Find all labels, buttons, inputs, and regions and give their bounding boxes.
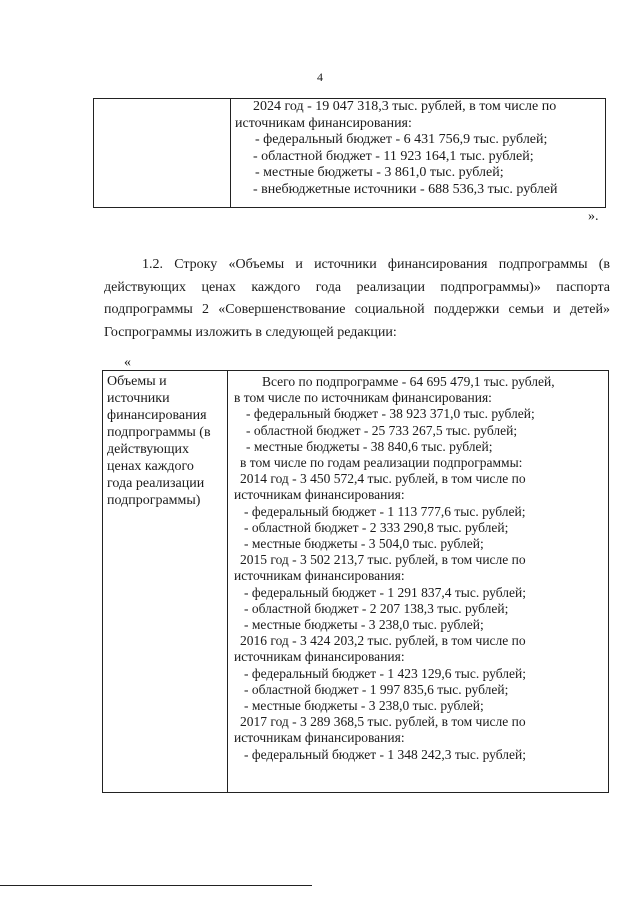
continuation-table-left-cell — [94, 99, 231, 208]
continuation-table-right-cell — [231, 99, 606, 208]
table-line: - областной бюджет - 25 733 267,5 тыс. рублей; — [246, 422, 518, 438]
funding-table-values-cell — [228, 371, 609, 793]
funding-table — [102, 370, 609, 793]
table-line: - федеральный бюджет - 1 423 129,6 тыс. рублей; — [244, 665, 526, 681]
table-line: источникам финансирования: — [234, 487, 405, 503]
table-line: - областной бюджет - 2 207 138,3 тыс. рублей; — [244, 600, 509, 616]
table-line: источникам финансирования: — [234, 568, 405, 584]
table-line: - местные бюджеты - 38 840,6 тыс. рублей; — [246, 438, 493, 454]
table-line: Всего по подпрограмме - 64 695 479,1 тыс. рублей, — [262, 374, 555, 389]
footnote-divider — [0, 885, 312, 886]
table-line: 2024 год - 19 047 318,3 тыс. рублей, в том числе по — [253, 99, 557, 114]
table-line: источникам финансирования: — [235, 115, 412, 131]
paragraph-line: 1.2. Строку «Объемы и источники финансирования подпрограммы (в — [142, 257, 610, 272]
paragraph-line: действующих ценах каждого года реализации подпрограммы)» паспорта — [104, 279, 610, 295]
table-line: - федеральный бюджет - 1 291 837,4 тыс. рублей; — [244, 584, 526, 600]
table-line: в том числе по источникам финансирования: — [234, 390, 492, 406]
table-line: 2014 год - 3 450 572,4 тыс. рублей, в том числе по — [240, 471, 526, 487]
table-line: - внебюджетные источники - 688 536,3 тыс. рублей — [253, 181, 558, 197]
continuation-table — [93, 98, 606, 208]
table-line: - федеральный бюджет - 1 348 242,3 тыс. рублей; — [244, 746, 526, 762]
funding-table-label-cell — [103, 371, 228, 793]
table-line: - федеральный бюджет - 38 923 371,0 тыс. рублей; — [246, 406, 535, 422]
opening-quote: « — [124, 355, 131, 370]
table-line: - областной бюджет - 11 923 164,1 тыс. рублей; — [253, 148, 534, 164]
table-line: 2017 год - 3 289 368,5 тыс. рублей, в том числе по — [240, 714, 526, 730]
funding-label: Объемы и источники финансирования подпрограммы (в действующих ценах каждого года реализации подпрограммы) — [107, 374, 211, 508]
table-line: - местные бюджеты - 3 861,0 тыс. рублей; — [255, 165, 504, 180]
table-line: 2015 год - 3 502 213,7 тыс. рублей, в том числе по — [240, 552, 526, 568]
paragraph-line: подпрограммы 2 «Совершенствование социальной поддержки семьи и детей» — [104, 302, 610, 317]
table-line: 2016 год - 3 424 203,2 тыс. рублей, в том числе по — [240, 633, 526, 649]
page-number: 4 — [317, 70, 323, 84]
closing-quote: ». — [588, 209, 599, 224]
paragraph-line: Госпрограммы изложить в следующей редакции: — [104, 324, 397, 340]
table-line: - местные бюджеты - 3 504,0 тыс. рублей; — [244, 536, 484, 552]
table-line: - областной бюджет - 1 997 835,6 тыс. рублей; — [244, 681, 509, 697]
amendment-paragraph — [104, 254, 610, 344]
table-line: - местные бюджеты - 3 238,0 тыс. рублей; — [244, 698, 484, 714]
table-line: источникам финансирования: — [234, 649, 405, 665]
table-line: - федеральный бюджет - 1 113 777,6 тыс. рублей; — [244, 503, 526, 519]
table-line: - местные бюджеты - 3 238,0 тыс. рублей; — [244, 617, 484, 633]
table-line: - областной бюджет - 2 333 290,8 тыс. рублей; — [244, 519, 509, 535]
table-line: источникам финансирования: — [234, 730, 405, 746]
table-line: в том числе по годам реализации подпрограммы: — [240, 455, 523, 471]
table-line: - федеральный бюджет - 6 431 756,9 тыс. рублей; — [255, 132, 548, 147]
